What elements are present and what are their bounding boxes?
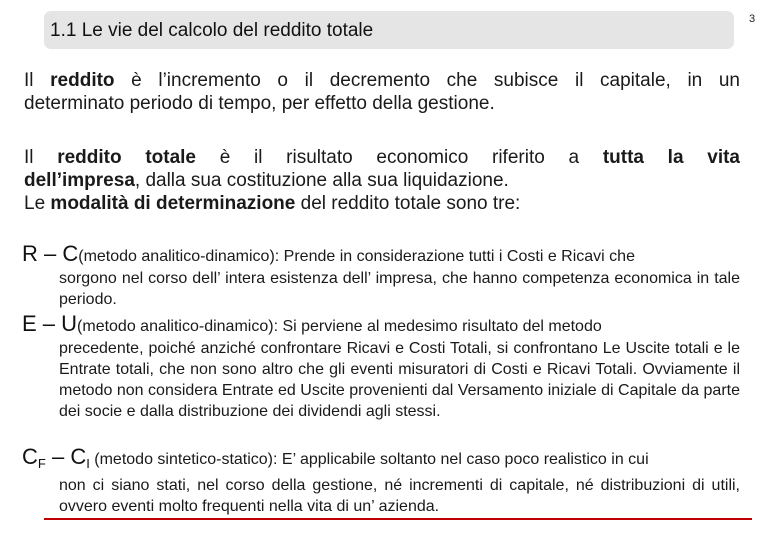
title-bar (44, 11, 734, 49)
method-r-c (22, 243, 740, 310)
method-lead: E’ applicabile soltanto nel caso poco realistico in cui (277, 451, 649, 468)
method-heading (22, 313, 740, 338)
paragraph-line: determinato periodo di tempo, per effetto della gestione. (24, 93, 495, 114)
method-type: (metodo analitico-dinamico): (78, 248, 280, 265)
bottom-divider (44, 518, 752, 520)
bold-term: tutta la vita (602, 147, 740, 168)
text-run: , dalla sua costituzione alla sua liquidazione. (134, 170, 509, 191)
method-formula: R – C (22, 241, 79, 266)
slide-title: 1.1 Le vie del calcolo del reddito totale (50, 20, 374, 41)
method-lead: Si perviene al medesimo risultato del metodo (278, 318, 602, 335)
method-lead: Prende in considerazione tutti i Costi e Ricavi che (279, 248, 635, 265)
text-run: del reddito totale sono tre: (295, 193, 521, 214)
bold-term: modalità di determinazione (50, 193, 296, 214)
page-number: 3 (749, 13, 756, 25)
method-heading (22, 446, 740, 475)
paragraph-line (24, 146, 740, 169)
text-run: Il (24, 147, 58, 168)
formula-dash: – (45, 444, 71, 469)
method-description: non ci siano stati, nel corso della gestione, né incrementi di capitale, né distribuzioni di utili, ovvero eventi molto frequenti nella vita di un’ azienda. (59, 477, 740, 515)
paragraph-line (24, 169, 740, 192)
formula-letter: C (70, 444, 87, 469)
method-cf-ci (22, 446, 740, 517)
method-description: precedente, poiché anziché confrontare Ricavi e Costi Totali, si confrontano Le Uscite totali e le Entrate totali, che non sono altro che gli eventi misuratori di Costi e Ricavi Totali. Ovviamente il metodo non considera Entrate ed Uscite provenienti dal Versamento iniziale di Capitale da parte dei socie e dalla distribuzione dei dividendi agli stessi. (59, 340, 740, 420)
method-heading (22, 243, 740, 268)
paragraph-reddito-totale (24, 146, 740, 215)
formula-cf (22, 444, 90, 469)
text-run: Le (24, 193, 51, 214)
formula-subscript: I (86, 456, 90, 471)
method-type: (metodo sintetico-statico): (89, 451, 278, 468)
method-e-u (22, 313, 740, 422)
formula-letter: C (22, 444, 38, 469)
text-run: è l’incremento o il decremento che subisce il capitale, in un (114, 70, 740, 91)
method-type: (metodo analitico-dinamico): (77, 318, 279, 335)
method-description: sorgono nel corso dell’ intera esistenza dell’ impresa, che hanno competenza economica in tale periodo. (59, 270, 740, 308)
paragraph-line (24, 192, 740, 215)
paragraph-line (24, 69, 740, 92)
paragraph-reddito (24, 69, 740, 115)
text-run: Il (24, 70, 51, 91)
formula-subscript: F (37, 456, 46, 471)
method-formula: E – U (22, 311, 78, 336)
bold-term: reddito totale (57, 147, 196, 168)
bold-term: dell’impresa (24, 170, 135, 191)
text-run: è il risultato economico riferito a (196, 147, 603, 168)
bold-term: reddito (50, 70, 115, 91)
